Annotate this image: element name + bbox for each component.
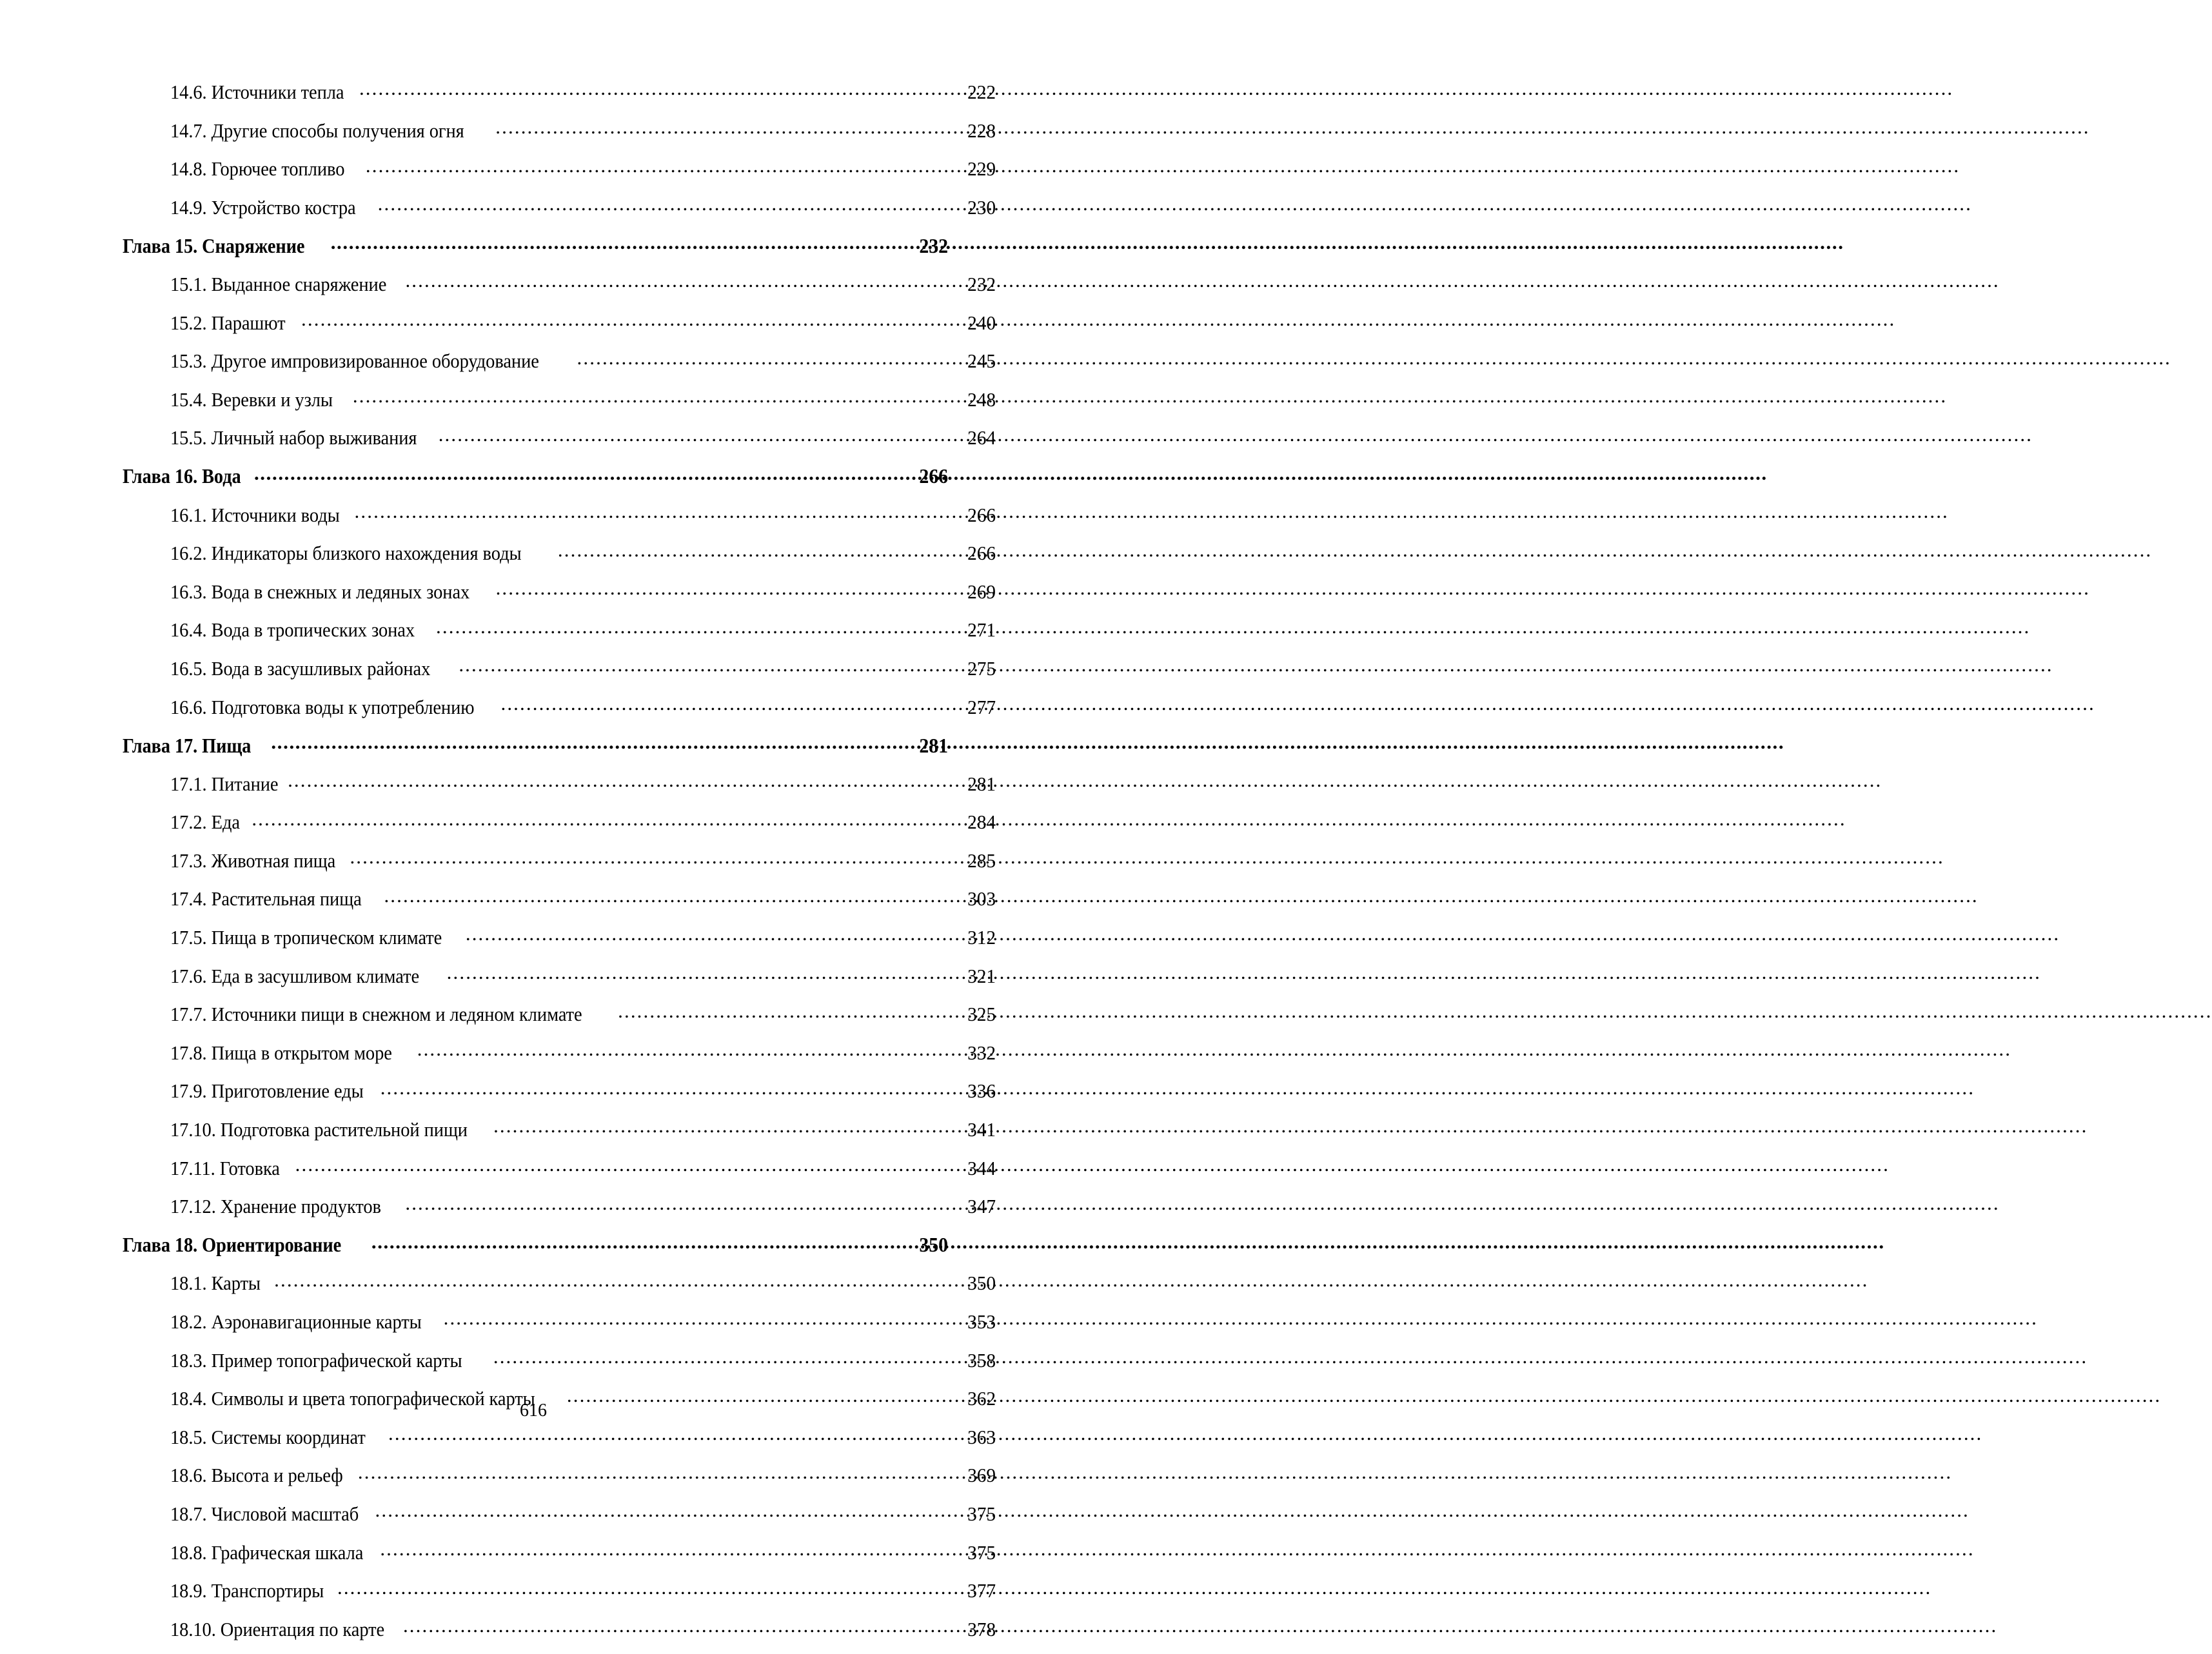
toc-dot-leader	[500, 694, 944, 714]
toc-chapter-row[interactable]	[123, 1232, 948, 1270]
toc-entry-row[interactable]	[123, 117, 996, 156]
toc-dot-leader	[493, 1347, 944, 1367]
toc-entry-page-number: 332	[967, 1041, 996, 1064]
toc-entry-page-number: 284	[967, 811, 996, 834]
toc-entry-page-number: 336	[967, 1079, 996, 1103]
toc-entry-title: 17.4. Растительная пища	[170, 887, 362, 911]
toc-entry-page-number: 378	[967, 1617, 996, 1640]
toc-entry-row[interactable]	[123, 1039, 996, 1078]
toc-entry-title: 18.6. Высота и рельеф	[170, 1464, 343, 1487]
toc-entry-row[interactable]	[123, 771, 996, 809]
toc-entry-row[interactable]	[123, 1347, 996, 1386]
toc-entry-title: 16.2. Индикаторы близкого нахождения воды	[170, 542, 522, 565]
toc-entry-page-number: 353	[967, 1310, 996, 1333]
toc-dot-leader	[355, 502, 944, 522]
toc-entry-page-number: 248	[967, 388, 996, 411]
toc-entry-page-number: 369	[967, 1464, 996, 1487]
toc-entry-row[interactable]	[123, 1193, 996, 1232]
toc-entry-row[interactable]	[123, 155, 996, 194]
toc-entry-title: 18.10. Ориентация по карте	[170, 1617, 385, 1640]
toc-dot-leader	[295, 1155, 944, 1175]
toc-dot-leader	[577, 348, 944, 368]
toc-entry-row[interactable]	[123, 809, 996, 847]
toc-entry-page-number: 341	[967, 1118, 996, 1141]
toc-chapter-row[interactable]	[123, 232, 948, 271]
toc-entry-page-number: 228	[967, 119, 996, 142]
toc-entry-page-number: 271	[967, 618, 996, 642]
toc-entry-title: 14.6. Источники тепла	[170, 81, 344, 103]
toc-entry-row[interactable]	[123, 1577, 996, 1616]
toc-entry-row[interactable]	[123, 1078, 996, 1116]
toc-entry-title: 18.3. Пример топографической карты	[170, 1348, 462, 1372]
toc-chapter-row[interactable]	[123, 732, 948, 771]
toc-entry-row[interactable]	[123, 885, 996, 924]
toc-entry-row[interactable]	[123, 79, 996, 117]
toc-entry-row[interactable]	[123, 1001, 996, 1039]
toc-entry-title: 17.5. Пища в тропическом климате	[170, 926, 442, 949]
toc-entry-row[interactable]	[123, 1155, 996, 1194]
page-folio: 616	[520, 1401, 547, 1421]
toc-entry-page-number: 222	[967, 81, 996, 103]
toc-dot-leader	[405, 271, 944, 291]
toc-entry-title: Глава 16. Вода	[123, 465, 241, 488]
toc-entry-page-number: 275	[967, 656, 996, 680]
toc-entry-title: 16.1. Источники воды	[170, 503, 340, 526]
toc-entry-title: 17.6. Еда в засушливом климате	[170, 964, 420, 987]
toc-dot-leader	[439, 424, 944, 444]
toc-entry-row[interactable]	[123, 616, 996, 655]
toc-dot-leader	[493, 1116, 944, 1136]
toc-dot-leader	[417, 1039, 944, 1059]
toc-entry-page-number: 362	[967, 1387, 996, 1410]
toc-dot-leader	[288, 771, 944, 791]
toc-entry-title: 17.1. Питание	[170, 772, 279, 795]
toc-dot-leader	[447, 963, 944, 983]
toc-entry-page-number: 344	[967, 1156, 996, 1179]
toc-dot-leader	[375, 1501, 944, 1521]
toc-dot-leader	[271, 732, 896, 753]
toc-entry-title: 16.5. Вода в засушливых районах	[170, 656, 431, 680]
toc-entry-row[interactable]	[123, 847, 996, 886]
toc-dot-leader	[274, 1270, 944, 1290]
toc-dot-leader	[331, 232, 896, 253]
toc-dot-leader	[337, 1577, 944, 1597]
toc-dot-leader	[350, 847, 944, 867]
toc-entry-row[interactable]	[123, 310, 996, 348]
toc-entry-title: 17.2. Еда	[170, 811, 240, 834]
toc-dot-leader	[301, 310, 944, 330]
toc-entry-row[interactable]	[123, 1424, 996, 1462]
toc-entry-row[interactable]	[123, 1116, 996, 1155]
toc-entry-page-number: 266	[967, 542, 996, 565]
toc-entry-title: 15.2. Парашют	[170, 311, 286, 334]
toc-entry-page-number: 350	[919, 1234, 948, 1257]
toc-entry-page-number: 230	[967, 195, 996, 219]
toc-entry-page-number: 285	[967, 849, 996, 872]
toc-entry-row[interactable]	[123, 578, 996, 617]
toc-entry-row[interactable]	[123, 502, 996, 540]
toc-entry-title: 17.8. Пища в открытом море	[170, 1041, 392, 1064]
toc-entry-title: 14.7. Другие способы получения огня	[170, 119, 464, 142]
toc-dot-leader	[466, 924, 944, 944]
toc-entry-title: 14.8. Горючее топливо	[170, 157, 345, 181]
toc-entry-row[interactable]	[123, 694, 996, 733]
toc-entry-row[interactable]	[123, 348, 996, 386]
toc-entry-title: 18.7. Числовой масштаб	[170, 1502, 359, 1525]
toc-entry-page-number: 266	[919, 465, 948, 488]
toc-entry-title: Глава 15. Снаряжение	[123, 234, 305, 257]
toc-entry-title: 16.3. Вода в снежных и ледяных зонах	[170, 580, 470, 603]
toc-dot-leader	[618, 1001, 944, 1021]
toc-entry-row[interactable]	[123, 963, 996, 1001]
toc-dot-leader	[359, 79, 944, 99]
toc-dot-leader	[380, 1539, 944, 1559]
toc-dot-leader	[366, 155, 944, 175]
toc-entry-title: 18.8. Графическая шкала	[170, 1541, 364, 1564]
toc-entry-row[interactable]	[123, 1539, 996, 1578]
toc-entry-row[interactable]	[123, 1270, 996, 1308]
toc-entry-row[interactable]	[123, 924, 996, 963]
toc-dot-leader	[371, 1232, 896, 1252]
toc-entry-row[interactable]	[123, 424, 996, 463]
toc-dot-leader	[459, 655, 944, 675]
toc-entry-page-number: 245	[967, 350, 996, 373]
toc-entry-title: 15.3. Другое импровизированное оборудование	[170, 350, 539, 373]
toc-entry-page-number: 347	[967, 1195, 996, 1218]
toc-entry-row[interactable]	[123, 1308, 996, 1347]
toc-entry-page-number: 358	[967, 1348, 996, 1372]
toc-entry-title: Глава 18. Ориентирование	[123, 1234, 342, 1257]
toc-entry-title: 17.9. Приготовление еды	[170, 1079, 364, 1103]
toc-entry-row[interactable]	[123, 194, 996, 233]
toc-entry-row[interactable]	[123, 1462, 996, 1501]
toc-entry-title: 18.5. Системы координат	[170, 1425, 366, 1448]
toc-entry-title: 18.2. Аэронавигационные карты	[170, 1310, 422, 1333]
toc-entry-page-number: 232	[967, 272, 996, 295]
toc-dot-leader	[388, 1424, 944, 1444]
document-page	[0, 0, 1067, 1640]
toc-dot-leader	[384, 885, 944, 905]
toc-dot-leader	[353, 386, 944, 406]
toc-chapter-row[interactable]	[123, 463, 948, 502]
toc-entry-page-number: 281	[967, 772, 996, 795]
toc-dot-leader	[254, 463, 896, 484]
toc-entry-row[interactable]	[123, 1616, 996, 1654]
toc-entry-row[interactable]	[123, 540, 996, 578]
toc-entry-row[interactable]	[123, 386, 996, 425]
toc-entry-page-number: 281	[919, 734, 948, 757]
toc-entry-page-number: 375	[967, 1502, 996, 1525]
toc-entry-title: 17.7. Источники пищи в снежном и ледяном климате	[170, 1003, 582, 1026]
toc-entry-row[interactable]	[123, 271, 996, 310]
toc-entry-page-number: 277	[967, 695, 996, 718]
toc-dot-leader	[496, 578, 944, 598]
toc-entry-page-number: 312	[967, 926, 996, 949]
toc-entry-title: 15.5. Личный набор выживания	[170, 426, 417, 449]
toc-entry-page-number: 264	[967, 426, 996, 449]
toc-entry-page-number: 377	[967, 1579, 996, 1602]
toc-entry-title: 14.9. Устройство костра	[170, 195, 356, 219]
toc-entry-title: 15.4. Веревки и узлы	[170, 388, 333, 411]
toc-entry-title: 18.9. Транспортиры	[170, 1579, 324, 1602]
toc-entry-page-number: 375	[967, 1541, 996, 1564]
toc-entry-title: 17.10. Подготовка растительной пищи	[170, 1118, 468, 1141]
toc-entry-page-number: 240	[967, 311, 996, 334]
toc-entry-row[interactable]	[123, 1501, 996, 1539]
toc-entry-title: 15.1. Выданное снаряжение	[170, 272, 387, 295]
toc-dot-leader	[380, 1078, 944, 1098]
toc-entry-title: 18.4. Символы и цвета топографической карты	[170, 1387, 535, 1410]
toc-entry-title: Глава 17. Пища	[123, 734, 252, 757]
toc-entry-page-number: 303	[967, 887, 996, 911]
toc-entry-page-number: 229	[967, 157, 996, 181]
toc-entry-title: 17.11. Готовка	[170, 1156, 280, 1179]
toc-entry-page-number: 363	[967, 1425, 996, 1448]
toc-dot-leader	[495, 117, 944, 137]
toc-entry-title: 17.12. Хранение продуктов	[170, 1195, 381, 1218]
toc-entry-page-number: 350	[967, 1272, 996, 1295]
toc-dot-leader	[252, 809, 944, 829]
toc-entry-row[interactable]	[123, 655, 996, 694]
toc-entry-page-number: 321	[967, 964, 996, 987]
toc-dot-leader	[358, 1462, 944, 1482]
toc-dot-leader	[558, 540, 944, 560]
toc-dot-leader	[378, 194, 944, 214]
toc-entry-page-number: 269	[967, 580, 996, 603]
toc-dot-leader	[436, 616, 944, 636]
toc-dot-leader	[405, 1193, 944, 1213]
toc-dot-leader	[403, 1616, 944, 1636]
toc-entry-title: 16.6. Подготовка воды к употреблению	[170, 695, 475, 718]
toc-entry-page-number: 232	[919, 234, 948, 257]
toc-entry-title: 17.3. Животная пища	[170, 849, 336, 872]
toc-entry-title: 18.1. Карты	[170, 1272, 261, 1295]
toc-entry-title: 16.4. Вода в тропических зонах	[170, 618, 415, 642]
toc-entry-page-number: 325	[967, 1003, 996, 1026]
toc-entry-page-number: 266	[967, 503, 996, 526]
toc-dot-leader	[444, 1308, 944, 1328]
